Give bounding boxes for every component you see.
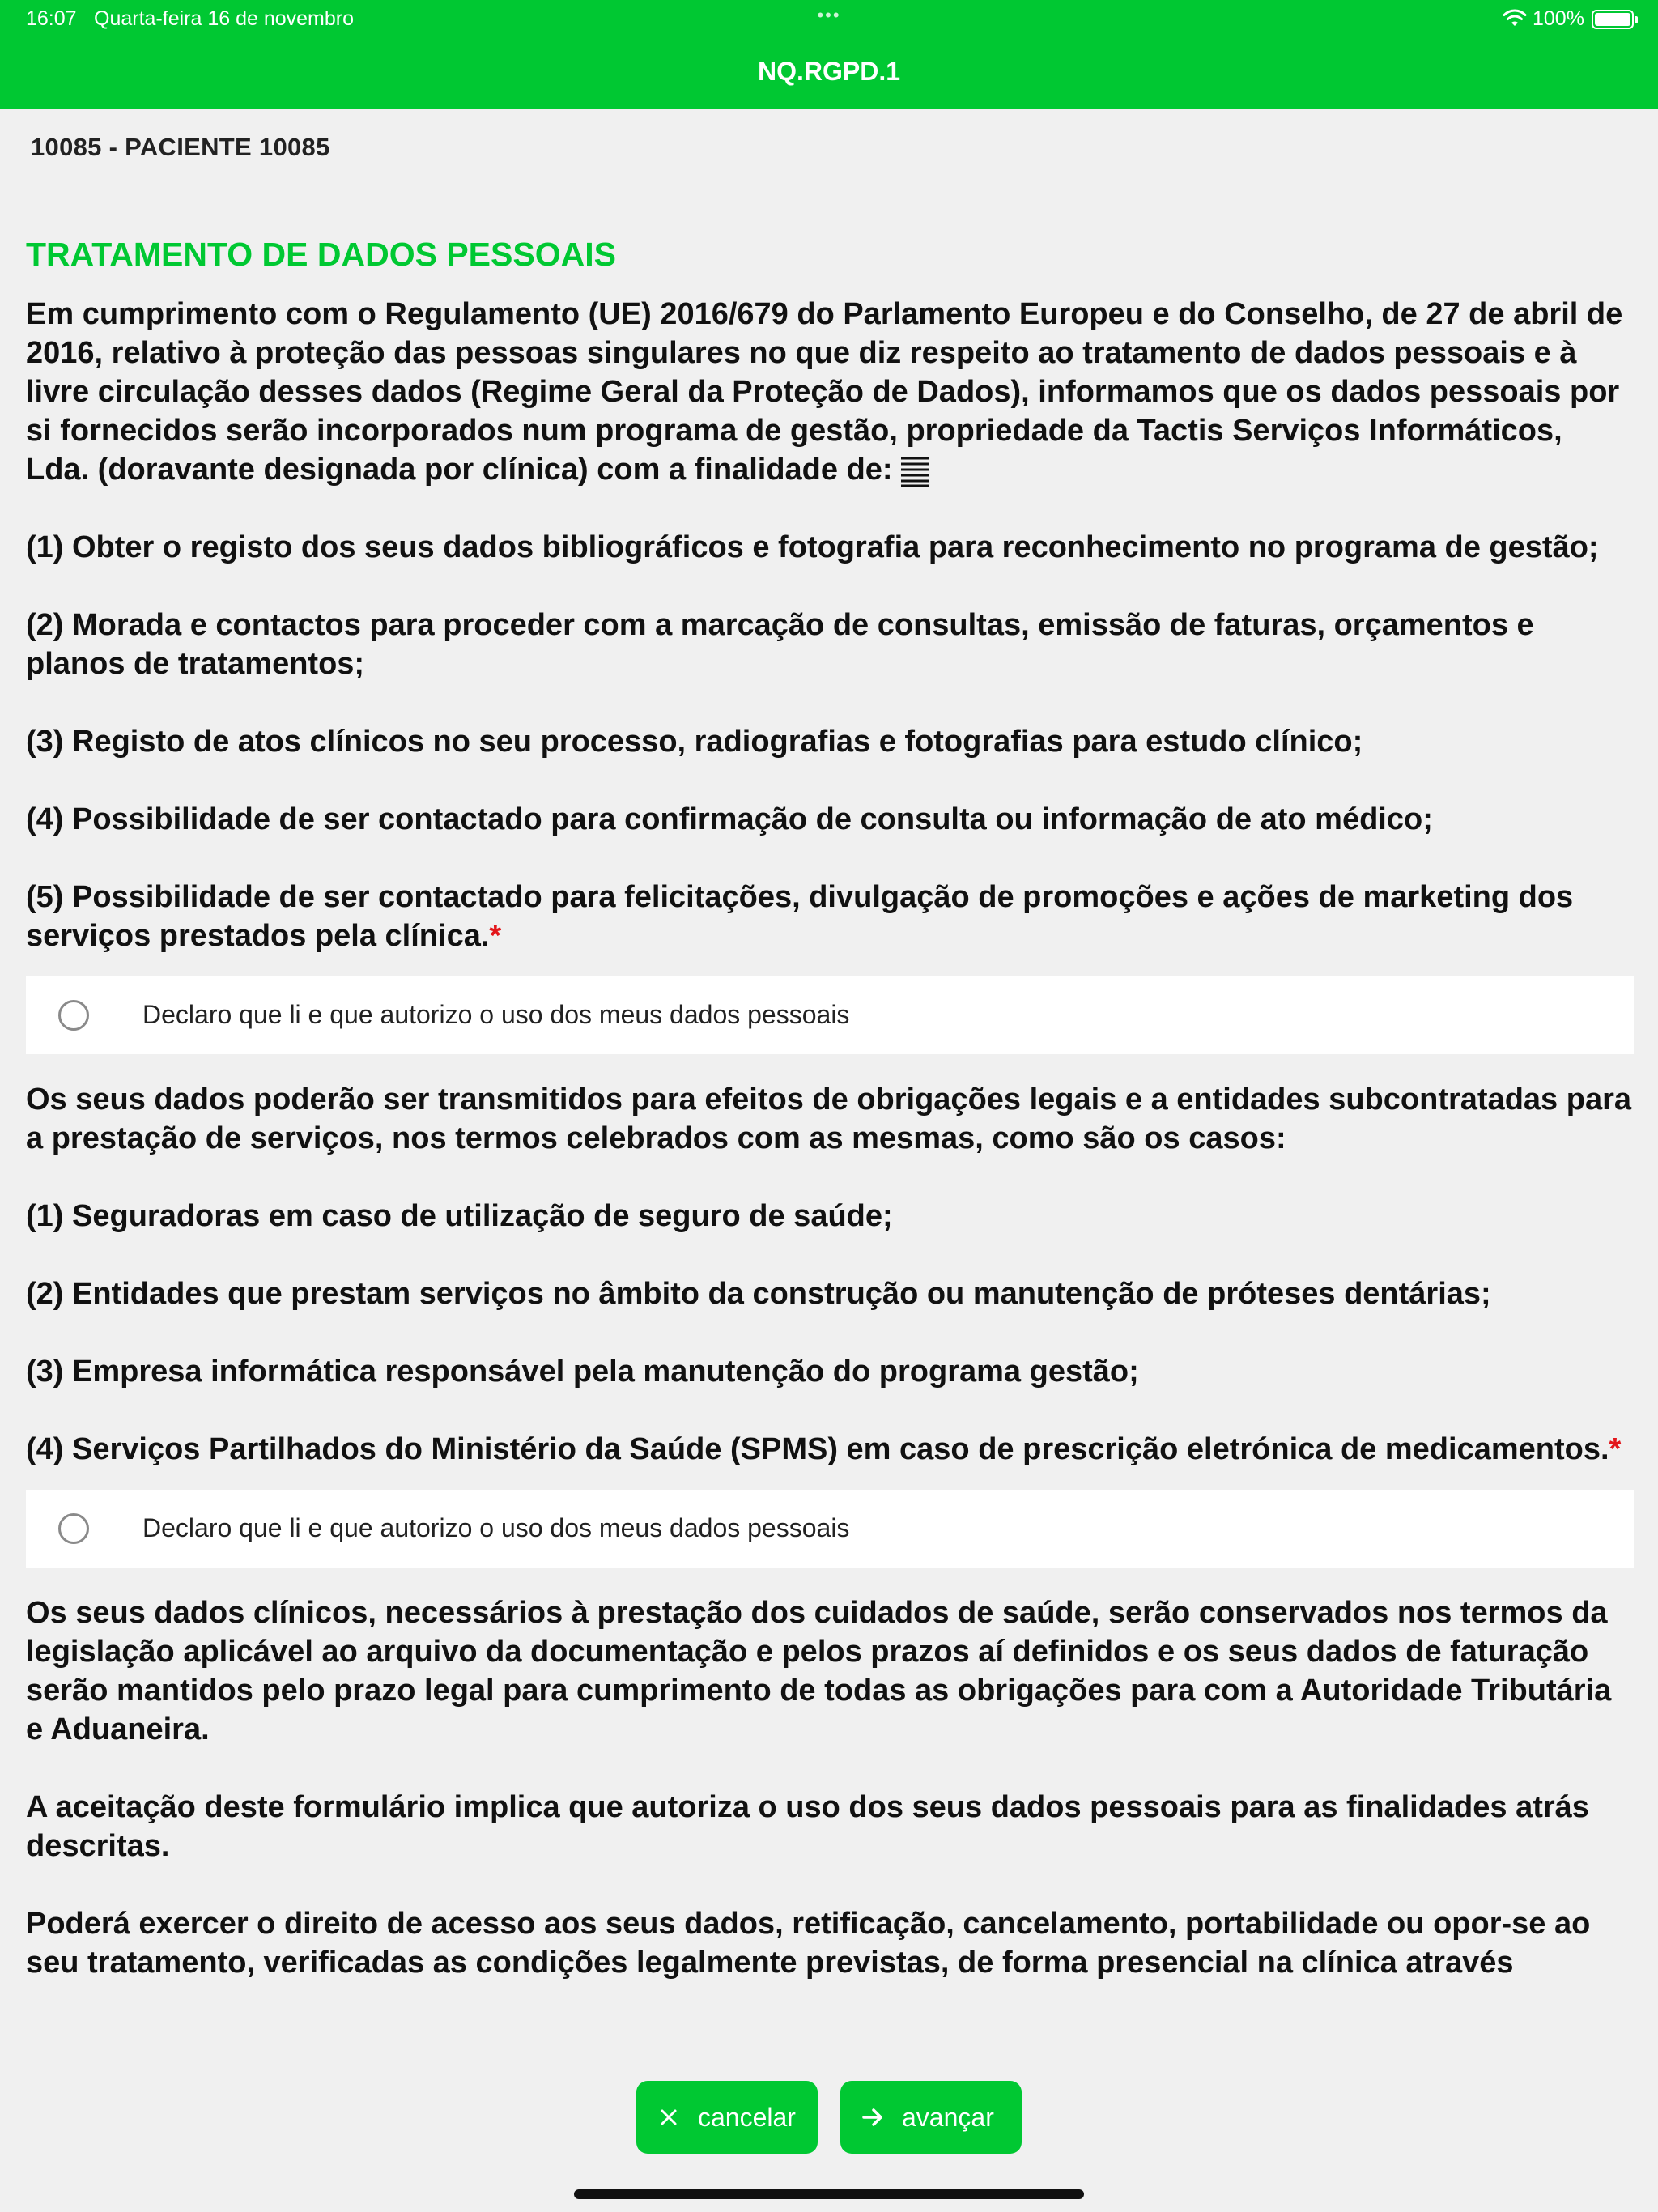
radio-button[interactable] <box>58 1000 89 1031</box>
recipient-item: (4) Serviços Partilhados do Ministério da Saúde (SPMS) em caso de prescrição eletrónica de medicamentos.* <box>26 1432 1622 1466</box>
action-bar <box>0 2081 1658 2154</box>
scroll-lines-icon[interactable] <box>899 455 930 487</box>
purpose-item: (4) Possibilidade de ser contactado para confirmação de consulta ou informação de ato médico; <box>26 802 1433 836</box>
purpose-item: (5) Possibilidade de ser contactado para felicitações, divulgação de promoções e ações de marketing dos serviços prestados pela clínica.* <box>26 880 1574 953</box>
consent-label: Declaro que li e que autorizo o uso dos meus dados pessoais <box>142 1000 850 1029</box>
transmission-intro: Os seus dados poderão ser transmitidos para efeitos de obrigações legais e a entidades subcontratadas para a prestação de serviços, nos termos celebrados com as mesmas, como são os casos: <box>26 1083 1631 1155</box>
consent-option-2[interactable] <box>26 1490 1634 1568</box>
consent-label: Declaro que li e que autorizo o uso dos meus dados pessoais <box>142 1513 850 1542</box>
page-title: NQ.RGPD.1 <box>757 57 901 86</box>
required-asterisk: * <box>489 919 502 953</box>
radio-button[interactable] <box>58 1513 89 1544</box>
next-label: avançar <box>902 2102 994 2132</box>
status-time: 16:07 <box>26 7 77 30</box>
top-bar <box>0 0 1658 109</box>
battery-icon <box>1592 10 1634 29</box>
acceptance-text: A aceitação deste formulário implica que autoriza o uso dos seus dados pessoais para as finalidades atrás descritas. <box>26 1790 1589 1863</box>
status-bar <box>0 0 1658 39</box>
multitasking-dots[interactable]: ••• <box>817 5 841 25</box>
required-asterisk: * <box>1609 1432 1622 1466</box>
consent-option-1[interactable] <box>26 976 1634 1054</box>
retention-text: Os seus dados clínicos, necessários à prestação dos cuidados de saúde, serão conservados nos termos da legislação aplicável ao arquivo da documentação e pelos prazos aí definidos e os seus dados de faturação serão mantidos pelo prazo legal para cumprimento de todas as obrigações para com a Autoridade Tributária e Aduaneira. <box>26 1596 1612 1746</box>
next-button[interactable] <box>840 2081 1022 2154</box>
cancel-label: cancelar <box>698 2102 796 2132</box>
recipient-item: (3) Empresa informática responsável pela manutenção do programa gestão; <box>26 1355 1139 1389</box>
patient-label: 10085 - PACIENTE 10085 <box>31 133 330 161</box>
battery-percentage: 100% <box>1533 7 1584 30</box>
home-indicator[interactable] <box>574 2189 1084 2199</box>
recipient-item: (2) Entidades que prestam serviços no âmbito da construção ou manutenção de próteses dentárias; <box>26 1277 1491 1311</box>
section-title: TRATAMENTO DE DADOS PESSOAIS <box>26 236 616 273</box>
cancel-button[interactable] <box>636 2081 818 2154</box>
intro-text: Em cumprimento com o Regulamento (UE) 2016/679 do Parlamento Europeu e do Conselho, de 27 de abril de 2016, relativo à proteção das pessoas singulares no que diz respeito ao tratamento de dados pessoais e à livre circulação desses dados (Regime Geral da Proteção de Dados), informamos que os dados pessoais por si fornecidos serão incorporados num programa de gestão, propriedade da Tactis Serviços Informáticos, Lda. (doravante designada por clínica) com a finalidade de: <box>26 297 1623 487</box>
wifi-icon <box>1503 8 1527 28</box>
arrow-right-icon <box>861 2106 884 2129</box>
close-icon <box>657 2106 680 2129</box>
purpose-item: (3) Registo de atos clínicos no seu processo, radiografias e fotografias para estudo clínico; <box>26 725 1363 759</box>
form-scroll-area[interactable] <box>26 235 1634 2051</box>
status-date: Quarta-feira 16 de novembro <box>94 7 355 30</box>
purpose-item: (1) Obter o registo dos seus dados bibliográficos e fotografia para reconhecimento no programa de gestão; <box>26 530 1599 564</box>
recipient-item: (1) Seguradoras em caso de utilização de seguro de saúde; <box>26 1199 893 1233</box>
rights-text: Poderá exercer o direito de acesso aos seus dados, retificação, cancelamento, portabilidade ou opor-se ao seu tratamento, verificadas as condições legalmente previstas, de forma presencial na clínica através <box>26 1907 1591 1980</box>
purpose-item: (2) Morada e contactos para proceder com a marcação de consultas, emissão de faturas, orçamentos e planos de tratamentos; <box>26 608 1534 681</box>
